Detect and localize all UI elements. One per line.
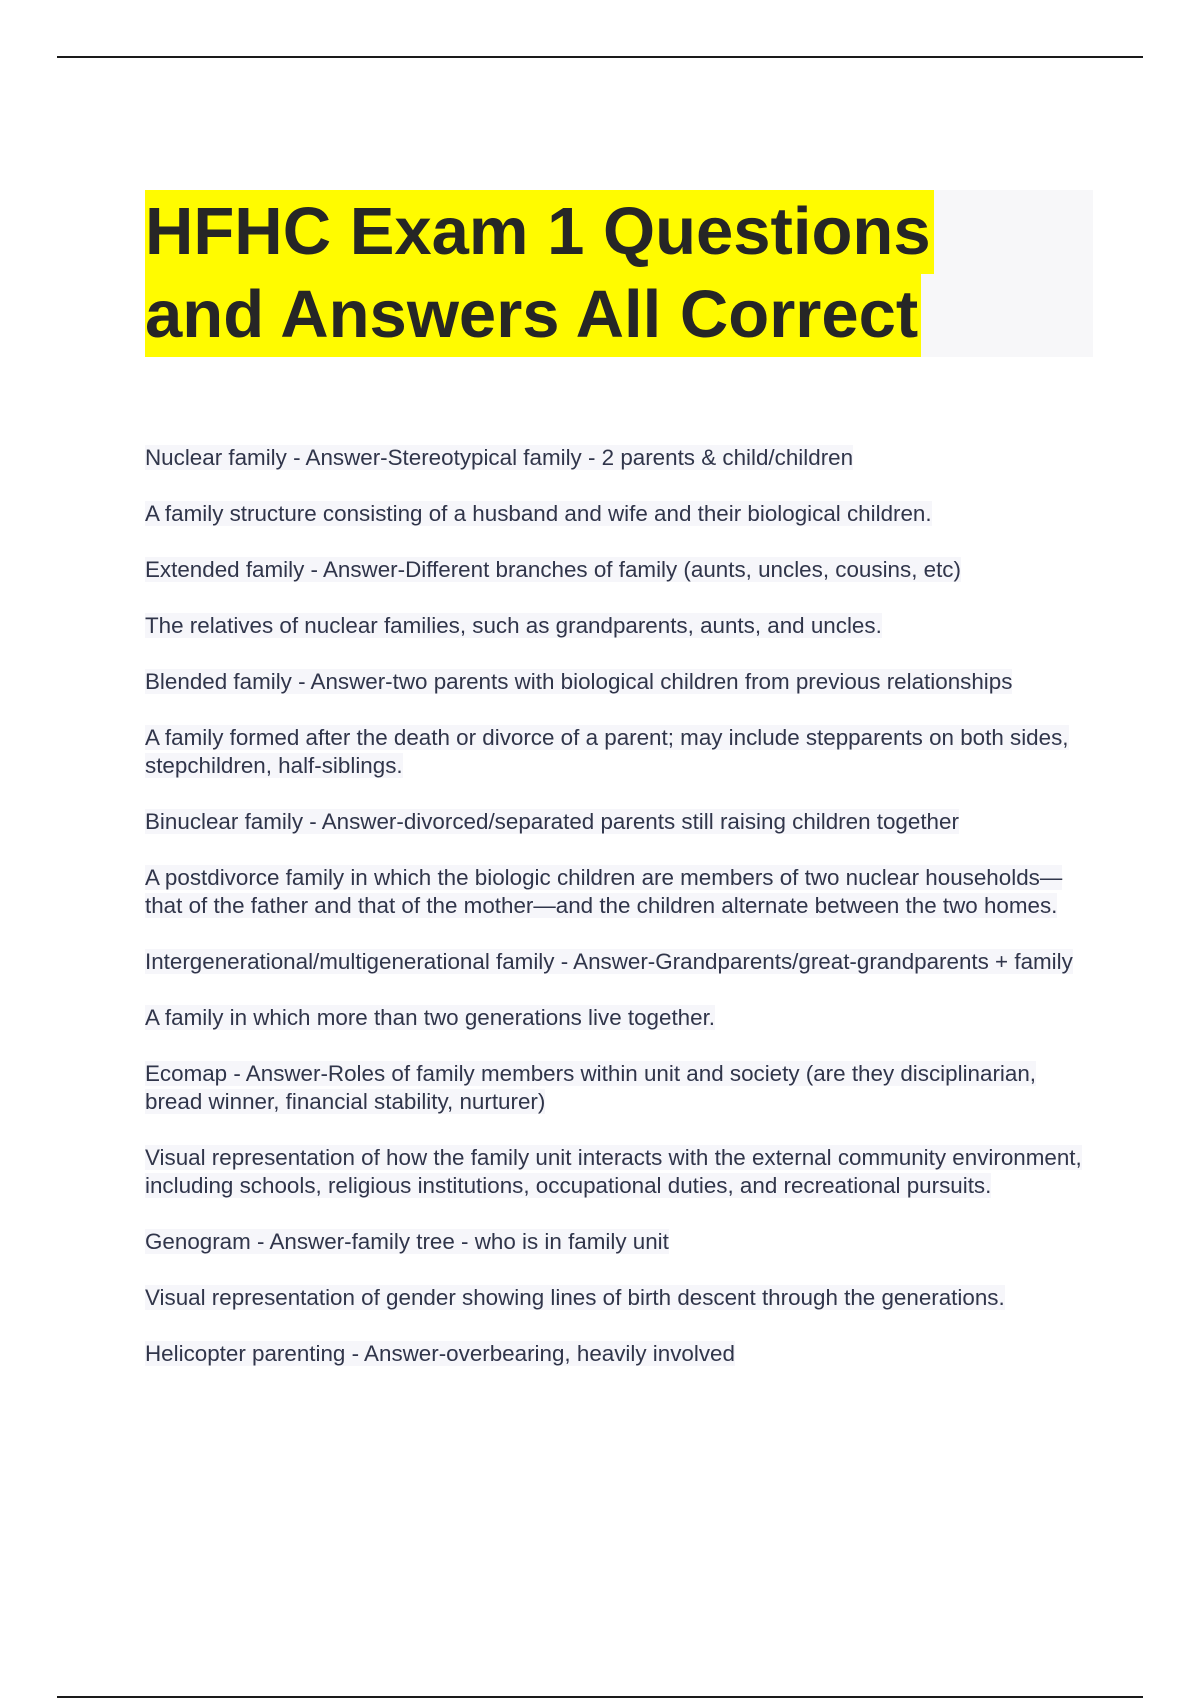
document-title-line-1: HFHC Exam 1 Questions [145, 190, 934, 274]
qa-definition-genogram: Visual representation of gender showing lines of birth descent through the generations. [145, 1285, 1005, 1310]
qa-term-binuclear-family: Binuclear family - Answer-divorced/separated parents still raising children together [145, 809, 959, 834]
qa-term-extended-family: Extended family - Answer-Different branches of family (aunts, uncles, cousins, etc) [145, 557, 961, 582]
qa-list [145, 444, 1085, 1396]
title-block [145, 190, 1093, 357]
qa-term-nuclear-family: Nuclear family - Answer-Stereotypical family - 2 parents & child/children [145, 445, 854, 470]
qa-term-blended-family: Blended family - Answer-two parents with biological children from previous relationships [145, 669, 1013, 694]
top-rule [57, 56, 1143, 58]
document-title-line-2: and Answers All Correct [145, 273, 921, 357]
bottom-rule [57, 1696, 1143, 1698]
qa-term-ecomap: Ecomap - Answer-Roles of family members within unit and society (are they disciplinarian, bread winner, financial stability, nurturer) [145, 1061, 1037, 1114]
qa-definition-extended-family: The relatives of nuclear families, such as grandparents, aunts, and uncles. [145, 613, 882, 638]
qa-term-intergenerational-family: Intergenerational/multigenerational family - Answer-Grandparents/great-grandparents + family [145, 949, 1073, 974]
qa-definition-binuclear-family: A postdivorce family in which the biologic children are members of two nuclear households—that of the father and that of the mother—and the children alternate between the two homes. [145, 865, 1063, 918]
qa-term-genogram: Genogram - Answer-family tree - who is in family unit [145, 1229, 669, 1254]
qa-definition-blended-family: A family formed after the death or divorce of a parent; may include stepparents on both sides, stepchildren, half-siblings. [145, 725, 1069, 778]
qa-definition-ecomap: Visual representation of how the family unit interacts with the external community environment, including schools, religious institutions, occupational duties, and recreational pursuits. [145, 1145, 1082, 1198]
qa-definition-nuclear-family: A family structure consisting of a husband and wife and their biological children. [145, 501, 932, 526]
qa-term-helicopter-parenting: Helicopter parenting - Answer-overbearing, heavily involved [145, 1341, 735, 1366]
qa-definition-intergenerational-family: A family in which more than two generations live together. [145, 1005, 716, 1030]
